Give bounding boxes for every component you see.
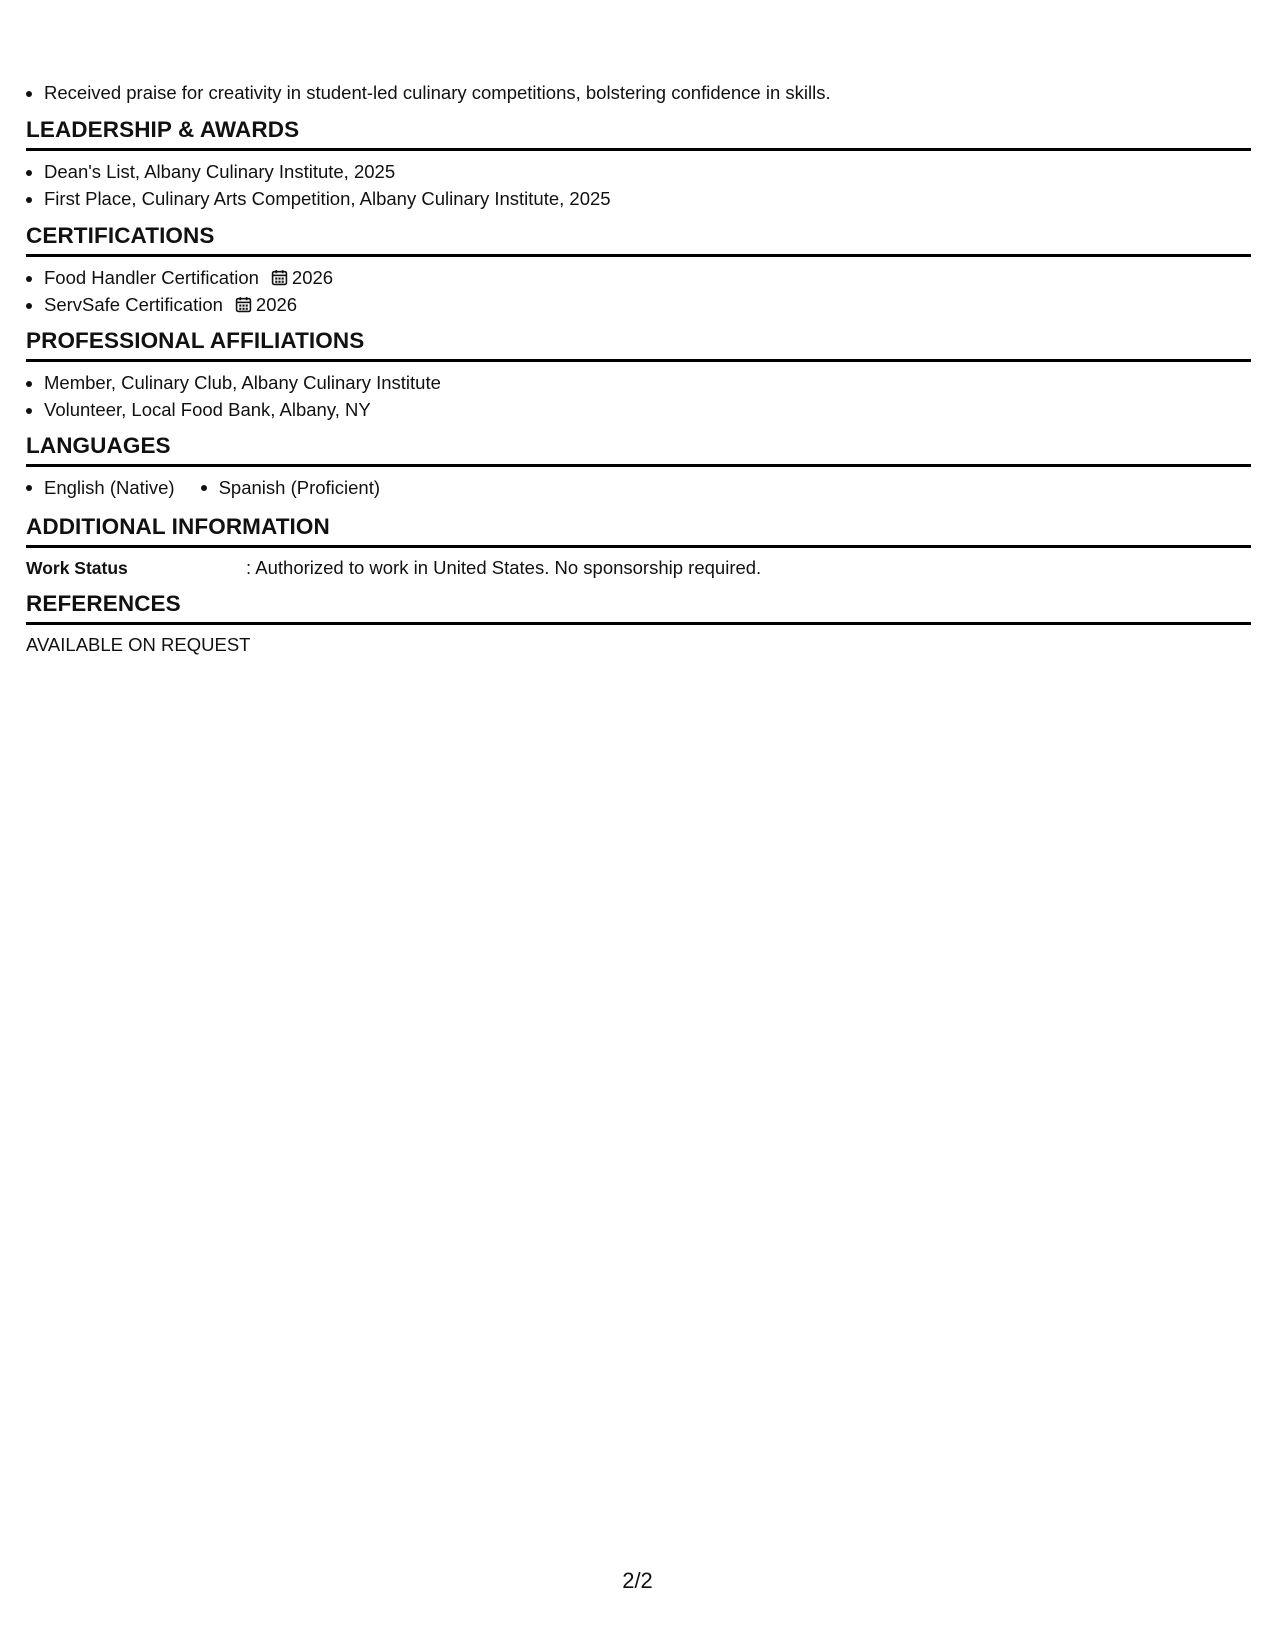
experience-continuation — [26, 79, 1251, 106]
section-certifications — [26, 222, 1251, 318]
certification-name: Food Handler Certification — [44, 267, 259, 288]
list-item: English (Native) — [44, 474, 175, 501]
references-text: AVAILABLE ON REQUEST — [26, 634, 251, 655]
certification-year: 2026 — [291, 267, 334, 288]
section-affiliations — [26, 327, 1251, 423]
work-status-label: Work Status — [26, 558, 128, 578]
section-title: LEADERSHIP & AWARDS — [26, 116, 1251, 151]
list-item — [44, 264, 1251, 291]
section-languages — [26, 432, 1251, 501]
section-title: REFERENCES — [26, 590, 1251, 625]
section-title: PROFESSIONAL AFFILIATIONS — [26, 327, 1251, 362]
section-title: CERTIFICATIONS — [26, 222, 1251, 257]
list-item: Spanish (Proficient) — [219, 474, 380, 501]
section-references — [26, 590, 1251, 658]
experience-bullets — [26, 79, 1251, 106]
section-additional-information — [26, 513, 1251, 581]
certifications-list — [26, 264, 1251, 318]
list-item: • Member, Culinary Club, Albany Culinary Institute — [44, 369, 1251, 396]
affiliations-list — [26, 369, 1251, 423]
certification-name: ServSafe Certification — [44, 294, 223, 315]
list-item: • Volunteer, Local Food Bank, Albany, NY — [44, 396, 1251, 423]
section-leadership — [26, 116, 1251, 212]
list-item — [44, 291, 1251, 318]
list-item: • Dean's List, Albany Culinary Institute, 2025 — [44, 158, 1251, 185]
leadership-list — [26, 158, 1251, 212]
page-number: 2/2 — [622, 1568, 653, 1593]
work-status-row — [26, 555, 1251, 581]
section-title: ADDITIONAL INFORMATION — [26, 513, 1251, 548]
list-item: • First Place, Culinary Arts Competition, Albany Culinary Institute, 2025 — [44, 185, 1251, 212]
languages-list — [26, 474, 1251, 501]
section-title: LANGUAGES — [26, 432, 1251, 467]
calendar-icon — [235, 296, 252, 313]
calendar-icon — [271, 269, 288, 286]
certification-year: 2026 — [255, 294, 298, 315]
list-item: • Received praise for creativity in student-led culinary competitions, bolstering confidence in skills. — [44, 79, 1251, 106]
work-status-value: : Authorized to work in United States. No sponsorship required. — [246, 557, 762, 578]
